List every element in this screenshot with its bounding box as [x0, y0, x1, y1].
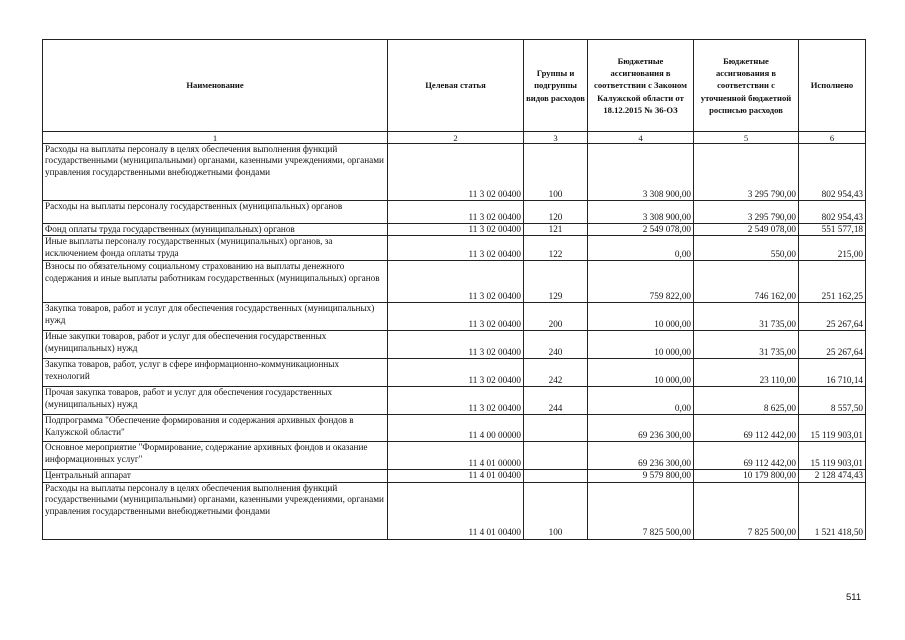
allocated-law-cell: 3 308 900,00 [588, 201, 694, 224]
target-article-cell: 11 3 02 00400 [388, 236, 524, 261]
allocated-updated-cell: 550,00 [694, 236, 799, 261]
allocated-updated-cell: 10 179 800,00 [694, 470, 799, 482]
name-cell: Центральный аппарат [43, 470, 388, 482]
group-cell: 120 [524, 201, 588, 224]
name-cell: Расходы на выплаты персоналу в целях обеспечения выполнения функций государственными (муниципальными) органами, казенными учреждениями, органами управления государственными внебюджетными фондами [43, 482, 388, 539]
allocated-updated-cell: 23 110,00 [694, 359, 799, 387]
allocated-law-cell: 10 000,00 [588, 359, 694, 387]
allocated-law-cell: 69 236 300,00 [588, 442, 694, 470]
name-cell: Прочая закупка товаров, работ и услуг для обеспечения государственных (муниципальных) нужд [43, 387, 388, 415]
executed-cell: 15 119 903,01 [799, 442, 866, 470]
group-cell: 100 [524, 482, 588, 539]
target-article-cell: 11 4 01 00400 [388, 482, 524, 539]
executed-cell: 2 128 474,43 [799, 470, 866, 482]
allocated-updated-cell: 31 735,00 [694, 303, 799, 331]
name-cell: Основное мероприятие "Формирование, содержание архивных фондов и оказание информационных услуг" [43, 442, 388, 470]
target-article-cell: 11 3 02 00400 [388, 201, 524, 224]
name-cell: Закупка товаров, работ, услуг в сфере информационно-коммуникационных технологий [43, 359, 388, 387]
table-row-8 [43, 359, 866, 387]
executed-cell: 215,00 [799, 236, 866, 261]
allocated-law-cell: 3 308 900,00 [588, 144, 694, 201]
table-row-13 [43, 482, 866, 539]
allocated-updated-cell: 31 735,00 [694, 331, 799, 359]
header-allocated-updated: Бюджетные ассигнования в соответствии с уточненной бюджетной росписью расходов [694, 40, 799, 132]
allocated-updated-cell: 3 295 790,00 [694, 144, 799, 201]
target-article-cell: 11 3 02 00400 [388, 303, 524, 331]
header-target: Целевая статья [388, 40, 524, 132]
group-cell [524, 470, 588, 482]
executed-cell: 8 557,50 [799, 387, 866, 415]
target-article-cell: 11 4 01 00000 [388, 442, 524, 470]
allocated-updated-cell: 69 112 442,00 [694, 415, 799, 442]
table-body [43, 144, 866, 540]
column-number: 3 [524, 132, 588, 144]
group-cell [524, 415, 588, 442]
table-row-12 [43, 470, 866, 482]
allocated-updated-cell: 2 549 078,00 [694, 224, 799, 236]
group-cell: 122 [524, 236, 588, 261]
table-row-6 [43, 303, 866, 331]
target-article-cell: 11 3 02 00400 [388, 331, 524, 359]
target-article-cell: 11 3 02 00400 [388, 387, 524, 415]
header-name: Наименование [43, 40, 388, 132]
target-article-cell: 11 4 01 00400 [388, 470, 524, 482]
column-number: 6 [799, 132, 866, 144]
table-row-9 [43, 387, 866, 415]
allocated-law-cell: 0,00 [588, 236, 694, 261]
name-cell: Подпрограмма "Обеспечение формирования и содержания архивных фондов в Калужской области" [43, 415, 388, 442]
allocated-updated-cell: 3 295 790,00 [694, 201, 799, 224]
column-number: 5 [694, 132, 799, 144]
allocated-law-cell: 69 236 300,00 [588, 415, 694, 442]
name-cell: Фонд оплаты труда государственных (муниципальных) органов [43, 224, 388, 236]
target-article-cell: 11 3 02 00400 [388, 144, 524, 201]
allocated-updated-cell: 746 162,00 [694, 261, 799, 303]
table-row-7 [43, 331, 866, 359]
header-allocated-law: Бюджетные ассигнования в соответствии с Законом Калужской области от 18.12.2015 № 36-ОЗ [588, 40, 694, 132]
group-cell: 129 [524, 261, 588, 303]
executed-cell: 251 162,25 [799, 261, 866, 303]
group-cell: 200 [524, 303, 588, 331]
table-row-11 [43, 442, 866, 470]
target-article-cell: 11 4 00 00000 [388, 415, 524, 442]
budget-table [42, 39, 866, 540]
name-cell: Расходы на выплаты персоналу в целях обеспечения выполнения функций государственными (муниципальными) органами, казенными учреждениями, органами управления государственными внебюджетными фондами [43, 144, 388, 201]
target-article-cell: 11 3 02 00400 [388, 224, 524, 236]
group-cell: 242 [524, 359, 588, 387]
group-cell: 100 [524, 144, 588, 201]
allocated-law-cell: 2 549 078,00 [588, 224, 694, 236]
name-cell: Расходы на выплаты персоналу государственных (муниципальных) органов [43, 201, 388, 224]
allocated-updated-cell: 8 625,00 [694, 387, 799, 415]
allocated-law-cell: 0,00 [588, 387, 694, 415]
executed-cell: 551 577,18 [799, 224, 866, 236]
header-group: Группы и подгруппы видов расходов [524, 40, 588, 132]
group-cell: 121 [524, 224, 588, 236]
page-number: 511 [846, 592, 862, 603]
executed-cell: 25 267,64 [799, 303, 866, 331]
executed-cell: 16 710,14 [799, 359, 866, 387]
allocated-law-cell: 7 825 500,00 [588, 482, 694, 539]
header-row [43, 40, 866, 132]
name-cell: Иные выплаты персоналу государственных (муниципальных) органов, за исключением фонда оплаты труда [43, 236, 388, 261]
name-cell: Иные закупки товаров, работ и услуг для обеспечения государственных (муниципальных) нужд [43, 331, 388, 359]
column-number: 1 [43, 132, 388, 144]
group-cell: 244 [524, 387, 588, 415]
allocated-law-cell: 759 822,00 [588, 261, 694, 303]
executed-cell: 802 954,43 [799, 201, 866, 224]
column-number: 2 [388, 132, 524, 144]
allocated-law-cell: 10 000,00 [588, 303, 694, 331]
column-number: 4 [588, 132, 694, 144]
table-row-4 [43, 236, 866, 261]
executed-cell: 25 267,64 [799, 331, 866, 359]
executed-cell: 1 521 418,50 [799, 482, 866, 539]
executed-cell: 15 119 903,01 [799, 415, 866, 442]
allocated-updated-cell: 69 112 442,00 [694, 442, 799, 470]
allocated-law-cell: 10 000,00 [588, 331, 694, 359]
table-row-5 [43, 261, 866, 303]
table-row-1 [43, 144, 866, 201]
target-article-cell: 11 3 02 00400 [388, 261, 524, 303]
allocated-law-cell: 9 579 800,00 [588, 470, 694, 482]
group-cell: 240 [524, 331, 588, 359]
name-cell: Взносы по обязательному социальному страхованию на выплаты денежного содержания и иные выплаты работникам государственных (муниципальных) органов [43, 261, 388, 303]
name-cell: Закупка товаров, работ и услуг для обеспечения государственных (муниципальных) нужд [43, 303, 388, 331]
group-cell [524, 442, 588, 470]
table-row-2 [43, 201, 866, 224]
allocated-updated-cell: 7 825 500,00 [694, 482, 799, 539]
executed-cell: 802 954,43 [799, 144, 866, 201]
header-executed: Исполнено [799, 40, 866, 132]
target-article-cell: 11 3 02 00400 [388, 359, 524, 387]
table-row-10 [43, 415, 866, 442]
table-row-3 [43, 224, 866, 236]
numbering-row [43, 132, 866, 144]
